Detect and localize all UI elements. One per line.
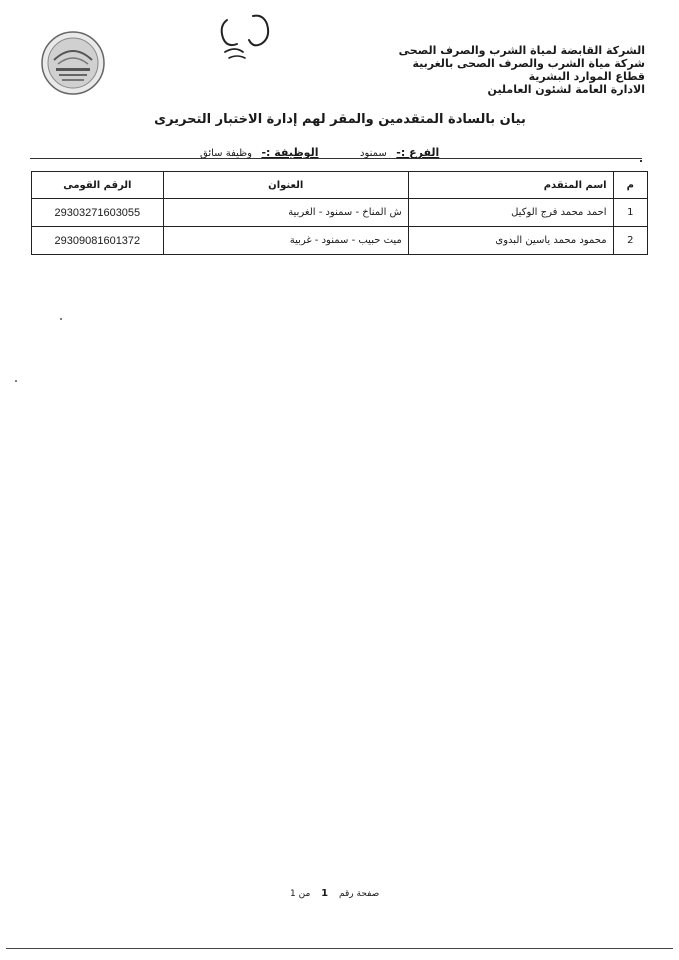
divider [30,158,642,159]
header-line: شركة مياة الشرب والصرف الصحى بالغربية [412,57,645,70]
header-line: الشركة القابضة لمياة الشرب والصرف الصحى [398,44,645,57]
row-address: ش المناخ - سمنود - الغربية [163,199,408,227]
header-line: قطاع الموارد البشرية [528,70,645,83]
total-pages: 1 [290,889,296,899]
speck [60,318,62,320]
organization-header [285,44,645,96]
page-footer [290,888,379,899]
document-title: بيان بالسادة المتقدمين والمقر لهم إدارة الاختبار التحريرى [154,112,526,127]
of-label: من [298,889,311,899]
row-address: ميت حبيب - سمنود - غربية [163,227,408,255]
handwritten-annotation [205,8,285,68]
table-row [32,199,648,227]
header-name: اسم المتقدم [408,172,613,199]
branch-value: سمنود [360,148,387,159]
row-num: 1 [613,199,647,227]
scan-edge-line [6,948,673,949]
job-value: وظيفة سائق [200,148,252,159]
header-national-id: الرقم القومى [32,172,164,199]
row-name: محمود محمد ياسين البدوى [408,227,613,255]
header-line: الادارة العامة لشئون العاملين [487,83,645,96]
page-number: 1 [321,888,329,899]
header-address: العنوان [163,172,408,199]
header-num: م [613,172,647,199]
speck [15,380,17,382]
speck [640,160,642,162]
row-national-id: 29303271603055 [32,199,164,227]
row-national-id: 29309081601372 [32,227,164,255]
table-row [32,227,648,255]
row-name: احمد محمد فرج الوكيل [408,199,613,227]
applicants-table [31,171,648,255]
page-label: صفحة رقم [339,889,380,899]
job-label: الوظيفة :- [261,146,319,159]
branch-label: الفرع :- [396,146,440,159]
row-num: 2 [613,227,647,255]
table-header-row [32,172,648,199]
company-logo [40,30,106,96]
